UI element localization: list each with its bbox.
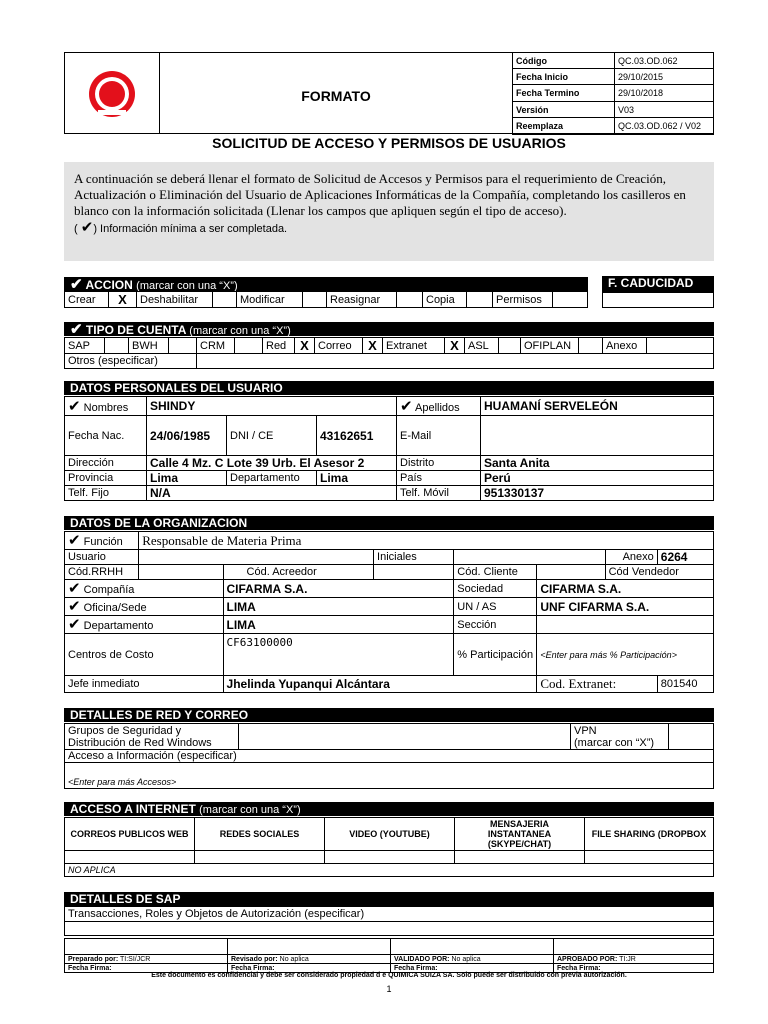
funcion-field[interactable]: Responsable de Materia Prima xyxy=(139,532,714,550)
internet-col-header: VIDEO (YOUTUBE) xyxy=(325,818,455,851)
datos-personales-table xyxy=(64,396,714,501)
validado-value: No aplica xyxy=(451,955,481,963)
compania-field[interactable]: CIFARMA S.A. xyxy=(223,580,454,598)
meta-label: Código xyxy=(513,53,615,69)
oficina-field[interactable]: LIMA xyxy=(223,598,454,616)
internet-no-aplica: NO APLICA xyxy=(65,864,714,877)
oficina-label: Oficina/Sede xyxy=(83,602,147,614)
asl-checkbox[interactable] xyxy=(499,338,521,354)
option-label: Permisos xyxy=(493,292,553,308)
revisado-cell xyxy=(228,955,391,964)
option-label: Deshabilitar xyxy=(137,292,213,308)
validado-label: VALIDADO POR: xyxy=(394,955,450,963)
checkmark-icon: ✔ xyxy=(68,580,81,597)
preparado-value: TI:SI/JCR xyxy=(120,955,151,963)
grupos-field[interactable] xyxy=(239,724,571,750)
provincia-field[interactable]: Lima xyxy=(147,471,227,486)
section-sap-header: DETALLES DE SAP xyxy=(64,892,714,906)
telf-fijo-field[interactable]: N/A xyxy=(147,486,397,501)
grupos-label-line1: Grupos de Seguridad y xyxy=(68,724,182,737)
compania-label-cell xyxy=(65,580,224,598)
internet-col-header: CORREOS PUBLICOS WEB xyxy=(65,818,195,851)
confidential-notice: Este documento es confidencial y debe ser considerado propiedad d e QUIMICA SUIZA SA. Solo puede ser distribuido con previa autorización. xyxy=(151,972,627,979)
revisado-label: Revisado por: xyxy=(231,955,278,963)
jefe-field[interactable]: Jhelinda Yupanqui Alcántara xyxy=(223,676,537,693)
aprobado-value: TI:JR xyxy=(619,955,636,963)
direccion-field[interactable]: Calle 4 Mz. C Lote 39 Urb. El Asesor 2 xyxy=(147,456,397,471)
file-sharing-checkbox[interactable] xyxy=(585,851,714,864)
pais-field[interactable]: Perú xyxy=(481,471,714,486)
transacciones-field[interactable] xyxy=(65,922,714,936)
jefe-label: Jefe inmediato xyxy=(65,676,224,693)
meta-value: 29/10/2018 xyxy=(615,85,714,102)
checkmark-icon: ✔ xyxy=(80,219,94,236)
distrito-label: Distrito xyxy=(397,456,481,471)
page-number: 1 xyxy=(386,984,392,994)
option-label: Anexo xyxy=(603,338,647,354)
reasignar-checkbox[interactable] xyxy=(397,292,423,308)
centros-field[interactable]: CF63100000 xyxy=(223,634,454,676)
section-internet-header xyxy=(64,802,714,816)
caducidad-field[interactable] xyxy=(602,292,714,308)
section-hint: (marcar con una “X”) xyxy=(189,325,291,337)
checkmark-icon: ✔ xyxy=(68,616,81,633)
intro-note-open: ( xyxy=(74,223,78,235)
apellidos-label-cell xyxy=(397,397,481,416)
video-youtube-checkbox[interactable] xyxy=(325,851,455,864)
sociedad-field[interactable]: CIFARMA S.A. xyxy=(537,580,714,598)
option-label: SAP xyxy=(65,338,105,354)
document-meta-table xyxy=(512,52,714,135)
intro-note xyxy=(74,220,704,235)
meta-value: QC.03.OD.062 xyxy=(615,53,714,69)
modificar-checkbox[interactable] xyxy=(303,292,327,308)
telf-movil-label: Telf. Móvil xyxy=(397,486,481,501)
provincia-label: Provincia xyxy=(65,471,147,486)
grupos-label-line2: Distribución de Red Windows xyxy=(68,736,212,749)
internet-col-header: MENSAJERIA INSTANTANEA (SKYPE/CHAT) xyxy=(455,818,585,851)
departamento-label: Departamento xyxy=(227,471,317,486)
otros-field[interactable] xyxy=(197,354,714,369)
option-label: Reasignar xyxy=(327,292,397,308)
departamento-label-cell xyxy=(65,616,224,634)
copia-checkbox[interactable] xyxy=(467,292,493,308)
option-label: Red xyxy=(263,338,295,354)
departamento-field[interactable]: Lima xyxy=(317,471,397,486)
option-label: ASL xyxy=(465,338,499,354)
meta-label: Fecha Termino xyxy=(513,85,615,102)
redes-sociales-checkbox[interactable] xyxy=(195,851,325,864)
option-label: BWH xyxy=(129,338,169,354)
internet-col-header: REDES SOCIALES xyxy=(195,818,325,851)
checkmark-icon: ✔ xyxy=(68,532,81,549)
section-title: ACCESO A INTERNET xyxy=(70,802,196,816)
option-label: CRM xyxy=(197,338,235,354)
preparado-label: Preparado por: xyxy=(68,955,119,963)
sap-table xyxy=(64,906,714,936)
unas-field[interactable]: UNF CIFARMA S.A. xyxy=(537,598,714,616)
option-label: OFIPLAN xyxy=(521,338,579,354)
red-checkbox[interactable]: X xyxy=(295,338,315,354)
meta-value: V03 xyxy=(615,102,714,118)
option-label: Crear xyxy=(65,292,109,308)
usuario-field[interactable] xyxy=(139,550,374,565)
internet-col-header: FILE SHARING (DROPBOX xyxy=(585,818,714,851)
tipo-cuenta-table xyxy=(64,337,714,369)
section-hint: (marcar con una “X”) xyxy=(136,280,238,292)
anexo-field[interactable]: 6264 xyxy=(657,550,713,565)
checkmark-icon: ✔ xyxy=(400,397,413,415)
grupos-label-cell xyxy=(65,724,239,750)
internet-table xyxy=(64,817,714,877)
section-title: ACCION xyxy=(85,278,133,292)
sociedad-label: Sociedad xyxy=(454,580,537,598)
crear-checkbox[interactable]: X xyxy=(109,292,137,308)
funcion-label: Función xyxy=(83,536,123,548)
cliente-label: Cód. Cliente xyxy=(454,565,537,580)
fecha-firma-label: Fecha Firma: xyxy=(65,964,228,973)
fecha-firma-label: Fecha Firma: xyxy=(554,964,714,973)
accion-row xyxy=(64,291,588,308)
participacion-label: % Participación xyxy=(454,634,537,676)
meta-label: Fecha Inicio xyxy=(513,69,615,85)
meta-value: 29/10/2015 xyxy=(615,69,714,85)
acreedor-field[interactable] xyxy=(374,565,454,580)
checkmark-icon: ✔ xyxy=(70,321,83,338)
transacciones-label: Transacciones, Roles y Objetos de Autorización (especificar) xyxy=(65,907,714,922)
sap-checkbox[interactable] xyxy=(105,338,129,354)
aprobado-label: APROBADO POR: xyxy=(557,955,618,963)
vpn-label-line2: (marcar con “X”) xyxy=(574,736,655,749)
vendedor-label: Cód Vendedor xyxy=(605,565,713,580)
centros-label: Centros de Costo xyxy=(65,634,224,676)
preparado-cell xyxy=(65,955,228,964)
option-label: Correo xyxy=(315,338,363,354)
caducidad-header: F. CADUCIDAD xyxy=(602,276,714,292)
company-logo-icon xyxy=(64,52,160,134)
acreedor-label-cell xyxy=(223,565,374,580)
section-red-correo-header: DETALLES DE RED Y CORREO xyxy=(64,708,714,722)
acreedor-label: Cód. Acreedor xyxy=(246,566,317,578)
intro-paragraph: A continuación se deberá llenar el formato de Solicitud de Accesos y Permisos para el requerimiento de Creación, Actualización o Eliminación del Usuario de Aplicaciones Informáticas de la Compañía, completando los casilleros en blanco con la información solicitada (Llenar los campos que apliquen según el tipo de acceso). xyxy=(74,171,686,218)
crm-checkbox[interactable] xyxy=(235,338,263,354)
revisado-value: No aplica xyxy=(279,955,309,963)
section-datos-personales-header: DATOS PERSONALES DEL USUARIO xyxy=(64,381,714,395)
dni-label: DNI / CE xyxy=(227,416,317,456)
usuario-label: Usuario xyxy=(65,550,139,565)
intro-note-text: ) Información mínima a ser completada. xyxy=(93,223,288,235)
acceso-info-label: Acceso a Información (especificar) xyxy=(65,750,714,763)
deshabilitar-checkbox[interactable] xyxy=(213,292,237,308)
mensajeria-checkbox[interactable] xyxy=(455,851,585,864)
fecha-firma-label: Fecha Firma: xyxy=(391,964,554,973)
correos-web-checkbox[interactable] xyxy=(65,851,195,864)
otros-label: Otros (especificar) xyxy=(65,354,197,369)
permisos-checkbox[interactable] xyxy=(553,292,588,308)
extranet-field[interactable]: 801540 xyxy=(657,676,713,693)
ofiplan-checkbox[interactable] xyxy=(579,338,603,354)
intro-box xyxy=(64,162,714,261)
vpn-label-line1: VPN xyxy=(574,724,597,737)
meta-label: Reemplaza xyxy=(513,118,615,135)
dni-field[interactable]: 43162651 xyxy=(317,416,397,456)
distrito-field[interactable]: Santa Anita xyxy=(481,456,714,471)
departamento-field[interactable]: LIMA xyxy=(223,616,454,634)
section-title: TIPO DE CUENTA xyxy=(85,323,186,337)
validado-cell xyxy=(391,955,554,964)
anexo-field[interactable] xyxy=(647,338,714,354)
rrhh-field[interactable] xyxy=(139,565,223,580)
correo-checkbox[interactable]: X xyxy=(363,338,383,354)
apellidos-field[interactable]: HUAMANÍ SERVELEÓN xyxy=(481,397,714,416)
direccion-label: Dirección xyxy=(65,456,147,471)
rrhh-label: Cód.RRHH xyxy=(65,565,139,580)
iniciales-field[interactable] xyxy=(454,550,605,565)
form-subtitle: SOLICITUD DE ACCESO Y PERMISOS DE USUARIOS xyxy=(212,135,566,151)
checkmark-icon: ✔ xyxy=(68,598,81,615)
anexo-label: Anexo xyxy=(605,550,657,565)
email-field[interactable] xyxy=(481,416,714,456)
fecha-nac-field[interactable]: 24/06/1985 xyxy=(147,416,227,456)
option-label: Copia xyxy=(423,292,467,308)
oficina-label-cell xyxy=(65,598,224,616)
telf-fijo-label: Telf. Fijo xyxy=(65,486,147,501)
meta-label: Versión xyxy=(513,102,615,118)
vpn-checkbox[interactable] xyxy=(669,724,714,750)
acceso-info-field[interactable]: <Enter para más Accesos> xyxy=(65,763,714,789)
red-correo-table xyxy=(64,723,714,789)
iniciales-label: Iniciales xyxy=(374,550,454,565)
participacion-field[interactable]: <Enter para más % Participación> xyxy=(537,634,714,676)
section-organizacion-header: DATOS DE LA ORGANIZACION xyxy=(64,516,714,530)
section-accion-header xyxy=(64,277,588,291)
nombres-field[interactable]: SHINDY xyxy=(147,397,397,416)
meta-value: QC.03.OD.062 / V02 xyxy=(615,118,714,135)
bwh-checkbox[interactable] xyxy=(169,338,197,354)
checkmark-icon: ✔ xyxy=(68,397,81,415)
fecha-firma-label: Fecha Firma: xyxy=(228,964,391,973)
format-title: FORMATO xyxy=(301,88,371,104)
nombres-label-cell xyxy=(65,397,147,416)
apellidos-label: Apellidos xyxy=(415,401,460,414)
pais-label: País xyxy=(397,471,481,486)
cliente-field[interactable] xyxy=(537,565,605,580)
unas-label: UN / AS xyxy=(454,598,537,616)
extranet-checkbox[interactable]: X xyxy=(445,338,465,354)
nombres-label: Nombres xyxy=(83,401,129,414)
checkmark-icon: ✔ xyxy=(70,276,83,293)
compania-label: Compañía xyxy=(83,584,135,596)
email-label: E-Mail xyxy=(397,416,481,456)
organizacion-table xyxy=(64,531,714,693)
seccion-label: Sección xyxy=(454,616,537,634)
section-hint: (marcar con una “X”) xyxy=(199,804,301,816)
extranet-label: Cod. Extranet: xyxy=(537,676,657,693)
departamento-label: Departamento xyxy=(83,620,154,632)
option-label: Modificar xyxy=(237,292,303,308)
aprobado-cell xyxy=(554,955,714,964)
signatures-table xyxy=(64,938,714,973)
section-tipo-cuenta-header xyxy=(64,322,714,336)
fecha-nac-label: Fecha Nac. xyxy=(65,416,147,456)
vpn-label-cell xyxy=(571,724,669,750)
telf-movil-field[interactable]: 951330137 xyxy=(481,486,714,501)
logo-cell xyxy=(64,52,160,134)
funcion-label-cell xyxy=(65,532,139,550)
option-label: Extranet xyxy=(383,338,445,354)
seccion-field[interactable] xyxy=(537,616,714,634)
